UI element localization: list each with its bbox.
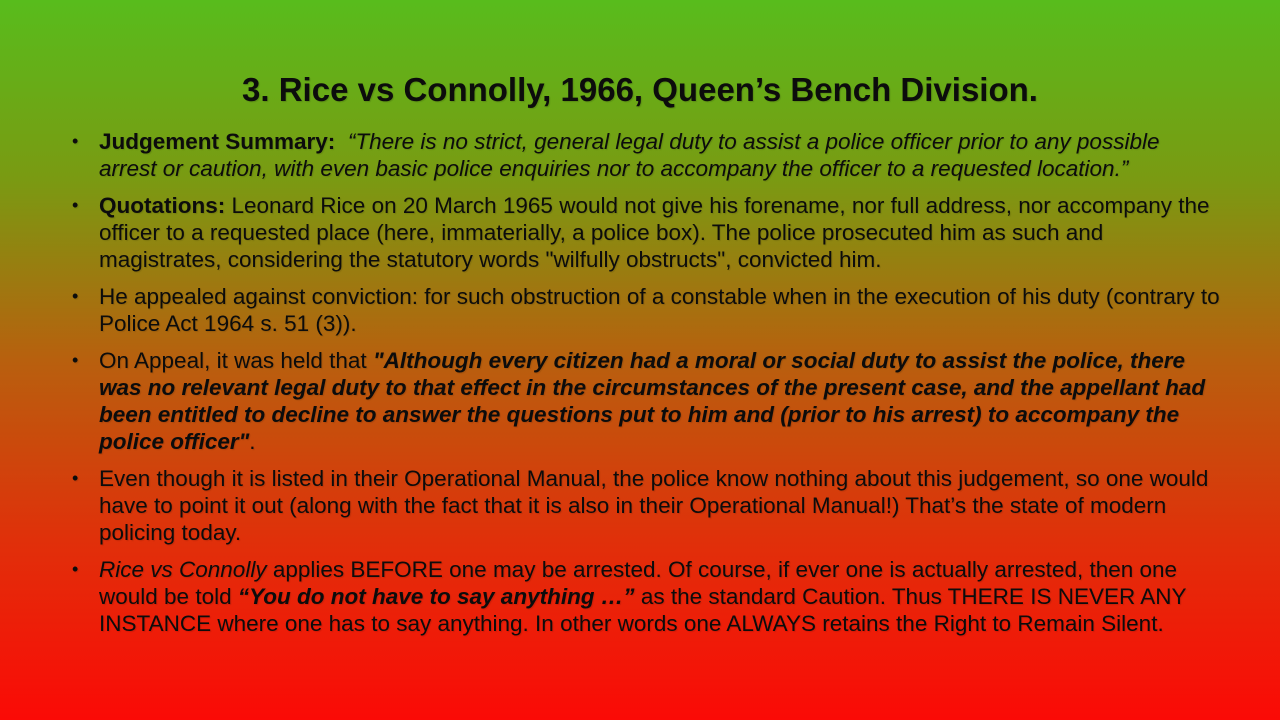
- bullet-text: Even though it is listed in their Operational Manual, the police know nothing about this judgement, so one would have to point it out (along with the fact that it is also in their Operational Manual!) That’s the state of modern policing today.: [99, 466, 1209, 545]
- bullet-icon: •: [72, 131, 79, 151]
- slide-title: 3. Rice vs Connolly, 1966, Queen’s Bench Division.: [242, 71, 1038, 108]
- bullet-icon: •: [72, 559, 79, 579]
- bullet-appeal-conviction: [72, 283, 1222, 337]
- bullet-case-name: Rice vs Connolly: [99, 557, 267, 582]
- bullet-on-appeal: [72, 347, 1222, 455]
- bullet-holding-quote: "Although every citizen had a moral or social duty to assist the police, there was no relevant legal duty to that effect in the circumstances of the present case, and the appellant had been entitled to decline to answer the questions put to him and (prior to his arrest) to accompany the police officer": [99, 348, 1206, 454]
- bullet-text-b: as the standard Caution. Thus THERE IS NEVER ANY INSTANCE where one has to say anything. In other words one ALWAYS retains the Right to Remain Silent.: [99, 584, 1187, 636]
- bullet-icon: •: [72, 286, 79, 306]
- bullet-text: He appealed against conviction: for such obstruction of a constable when in the execution of his duty (contrary to Police Act 1964 s. 51 (3)).: [99, 284, 1220, 336]
- bullet-text: Leonard Rice on 20 March 1965 would not give his forename, nor full address, nor accompany the officer to a requested place (here, immaterially, a police box). The police prosecuted him as such and magistrates, considering the statutory words "wilfully obstructs", convicted him.: [99, 193, 1210, 272]
- bullet-prefix: On Appeal, it was held that: [99, 348, 373, 373]
- bullet-icon: •: [72, 195, 79, 215]
- bullet-icon: •: [72, 350, 79, 370]
- bullet-caution-quote: “You do not have to say anything …”: [237, 584, 635, 609]
- bullet-label: Quotations:: [99, 193, 226, 218]
- bullet-quote: “There is no strict, general legal duty to assist a police officer prior to any possible arrest or caution, with even basic police enquiries nor to accompany the officer to a requested location.”: [99, 129, 1160, 181]
- bullet-text-a: applies BEFORE one may be arrested. Of course, if ever one is actually arrested, then one would be told: [99, 557, 1178, 609]
- bullet-quotations: [72, 192, 1222, 273]
- bullet-operational-manual: [72, 465, 1222, 546]
- bullet-icon: •: [72, 468, 79, 488]
- bullet-suffix: .: [249, 429, 256, 454]
- bullet-right-to-silence: [72, 556, 1222, 637]
- bullet-judgement-summary: [72, 128, 1222, 182]
- bullet-list: [72, 128, 1222, 647]
- bullet-label: Judgement Summary:: [99, 129, 336, 154]
